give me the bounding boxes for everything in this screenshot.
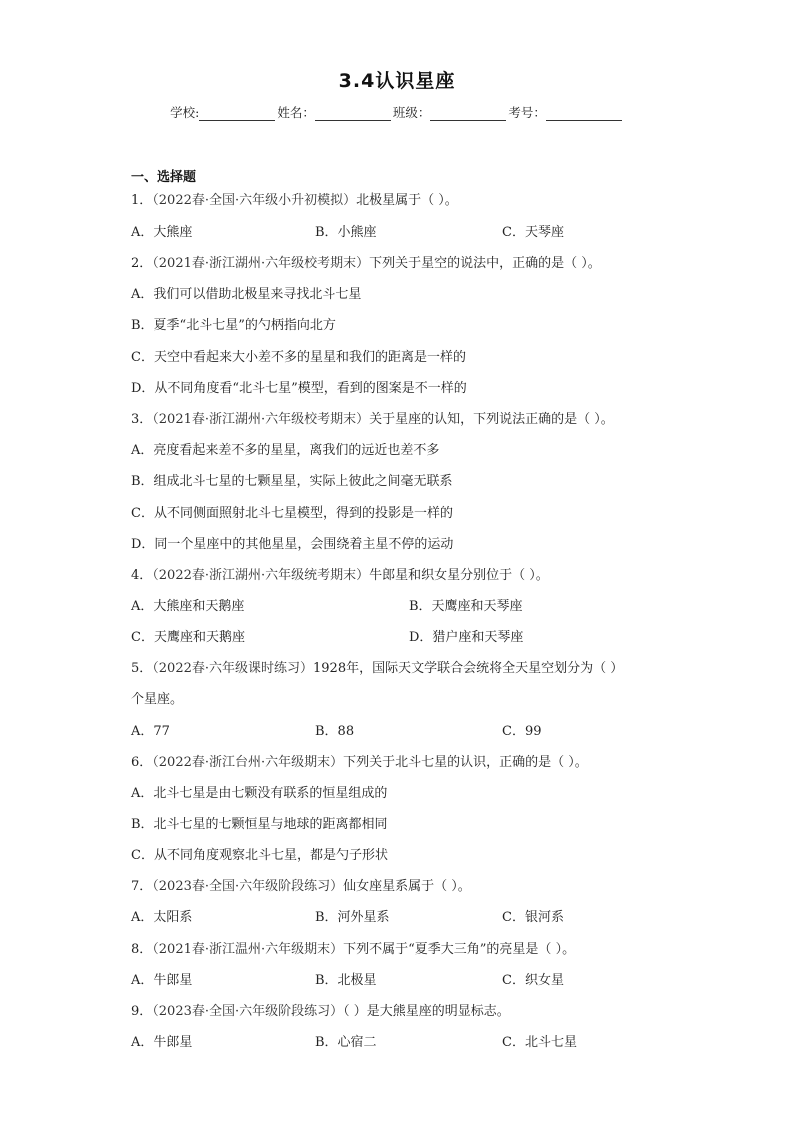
question-source: （2021春·浙江湖州·六年级校考期末）: [152, 256, 370, 271]
question-1: [131, 193, 458, 209]
question-text: 1928年，国际天文学联合会统将全天星空划分为（ ）: [313, 661, 624, 676]
question-5: [131, 661, 623, 677]
name-label: 姓名：: [277, 105, 315, 120]
question-number: 9．: [131, 1004, 153, 1019]
question-source: （2022春·全国·六年级小升初模拟）: [152, 193, 357, 208]
question-text: （ ）是大熊星座的明显标志。: [343, 1004, 510, 1019]
student-info-row: [0, 103, 794, 121]
q3-option-c[interactable]: C．从不同侧面照射北斗七星模型，得到的投影是一样的: [131, 506, 453, 521]
question-number: 3．: [131, 412, 153, 427]
question-number: 5．: [131, 661, 153, 676]
question-3: [131, 412, 614, 428]
q6-option-c[interactable]: C．从不同角度观察北斗七星，都是勺子形状: [131, 848, 388, 863]
q3-option-d[interactable]: D．同一个星座中的其他星星，会围绕着主星不停的运动: [131, 537, 454, 552]
page-title: 3.4认识星座: [338, 70, 456, 92]
q4-option-b[interactable]: B．天鹰座和天琴座: [409, 599, 523, 614]
question-source: （2023春·全国·六年级阶段练习）: [152, 879, 344, 894]
q7-option-c[interactable]: C．银河系: [502, 910, 564, 925]
question-text: 下列关于星空的说法中，正确的是（ ）。: [369, 256, 601, 271]
question-number: 2．: [131, 256, 153, 271]
class-label: 班级：: [392, 105, 431, 120]
school-field: [170, 103, 277, 121]
question-5-continuation: 个星座。: [131, 692, 184, 707]
q4-option-a[interactable]: A．大熊座和天鹅座: [131, 599, 245, 614]
question-6: [131, 755, 588, 771]
question-text: 下列关于北斗七星的认识，正确的是（ ）。: [343, 755, 588, 770]
name-field: [277, 103, 393, 121]
q3-option-a[interactable]: A．亮度看起来差不多的星星，离我们的远近也差不多: [131, 443, 440, 458]
question-source: （2022春·浙江湖州·六年级统考期末）: [152, 568, 370, 583]
question-source: （2021春·浙江温州·六年级期末）: [152, 942, 344, 957]
question-source: （2021春·浙江湖州·六年级校考期末）: [152, 412, 370, 427]
question-number: 4．: [131, 568, 153, 583]
question-number: 1．: [131, 193, 153, 208]
question-2: [131, 256, 601, 272]
q1-option-a[interactable]: A．大熊座: [131, 225, 193, 240]
school-label: 学校:: [170, 105, 200, 120]
q9-option-b[interactable]: B．心宿二: [315, 1035, 377, 1050]
q9-option-a[interactable]: A．牛郎星: [131, 1035, 193, 1050]
q1-option-b[interactable]: B．小熊座: [315, 225, 377, 240]
exam-number-blank[interactable]: [546, 107, 622, 121]
q2-option-a[interactable]: A．我们可以借助北极星来寻找北斗七星: [131, 287, 362, 302]
question-text: 关于星座的认知，下列说法正确的是（ ）。: [369, 412, 614, 427]
question-source: （2022春·浙江台州·六年级期末）: [152, 755, 344, 770]
q7-option-b[interactable]: B．河外星系: [315, 910, 390, 925]
question-4: [131, 568, 549, 584]
q8-option-b[interactable]: B．北极星: [315, 973, 377, 988]
q2-option-c[interactable]: C．天空中看起来大小差不多的星星和我们的距离是一样的: [131, 350, 466, 365]
question-text: 牛郎星和织女星分别位于（ ）。: [369, 568, 549, 583]
q6-option-a[interactable]: A．北斗七星是由七颗没有联系的恒星组成的: [131, 786, 388, 801]
q6-option-b[interactable]: B．北斗七星的七颗恒星与地球的距离都相同: [131, 817, 388, 832]
question-8: [131, 942, 575, 958]
question-number: 7．: [131, 879, 153, 894]
question-number: 8．: [131, 942, 153, 957]
q1-option-c[interactable]: C．天琴座: [502, 225, 564, 240]
question-text: 北极星属于（ ）。: [356, 193, 458, 208]
question-text: 下列不属于“夏季大三角”的亮星是（ ）。: [343, 942, 576, 957]
question-source: （2022春·六年级课时练习）: [152, 661, 313, 676]
school-blank[interactable]: [199, 107, 275, 121]
q8-option-a[interactable]: A．牛郎星: [131, 973, 193, 988]
question-9: [131, 1004, 510, 1020]
question-7: [131, 879, 471, 895]
q9-option-c[interactable]: C．北斗七星: [502, 1035, 577, 1050]
q2-option-d[interactable]: D．从不同角度看“北斗七星”模型，看到的图案是不一样的: [131, 381, 467, 396]
q3-option-b[interactable]: B．组成北斗七星的七颗星星，实际上彼此之间毫无联系: [131, 474, 453, 489]
q5-option-a[interactable]: A．77: [131, 724, 170, 739]
class-blank[interactable]: [430, 107, 506, 121]
exam-number-label: 考号：: [508, 105, 546, 120]
q2-option-b[interactable]: B．夏季“北斗七星”的勺柄指向北方: [131, 318, 336, 333]
name-blank[interactable]: [315, 107, 391, 121]
q5-option-c[interactable]: C．99: [502, 724, 542, 739]
question-text: 仙女座星系属于（ ）。: [343, 879, 471, 894]
exam-number-field: [508, 103, 624, 121]
class-field: [393, 103, 509, 121]
question-source: （2023春·全国·六年级阶段练习）: [152, 1004, 344, 1019]
q8-option-c[interactable]: C．织女星: [502, 973, 564, 988]
question-number: 6．: [131, 755, 153, 770]
section-heading: 一、选择题: [131, 170, 197, 185]
q4-option-d[interactable]: D．猎户座和天琴座: [409, 630, 524, 645]
q4-option-c[interactable]: C．天鹰座和天鹅座: [131, 630, 245, 645]
q7-option-a[interactable]: A．太阳系: [131, 910, 193, 925]
q5-option-b[interactable]: B．88: [315, 724, 355, 739]
